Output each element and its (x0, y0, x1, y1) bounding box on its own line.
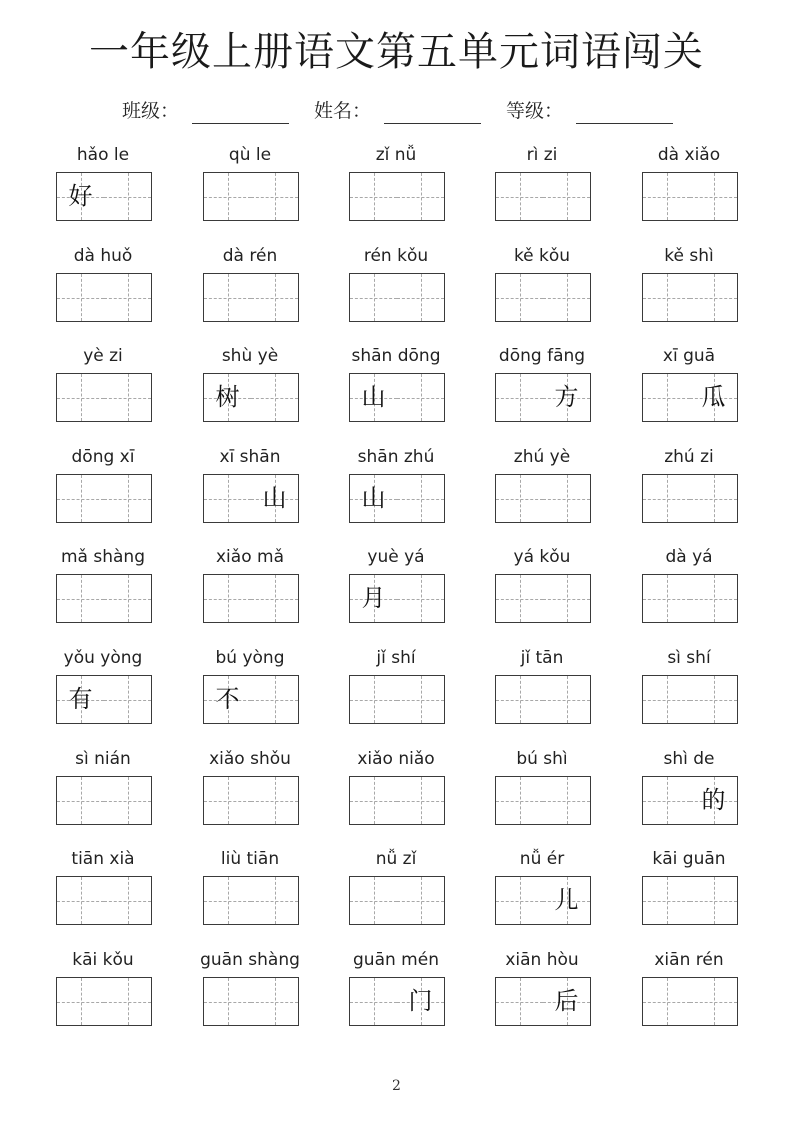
word-cell (53, 244, 153, 332)
writing-box-right[interactable] (543, 776, 591, 825)
writing-box-right[interactable] (397, 373, 445, 422)
writing-box-left[interactable] (495, 977, 544, 1026)
pinyin-label: xiǎo shǒu (209, 749, 291, 769)
hint-character (204, 575, 251, 622)
pinyin-label: qù le (228, 145, 272, 165)
writing-box-right[interactable] (543, 273, 591, 322)
writing-box-right[interactable] (397, 876, 445, 925)
writing-box-left[interactable] (349, 574, 398, 623)
writing-box-right[interactable] (543, 474, 591, 523)
word-cell (200, 545, 300, 633)
writing-box-right[interactable] (251, 776, 299, 825)
writing-box-left[interactable] (56, 474, 105, 523)
hint-character (643, 978, 690, 1025)
word-cell (639, 948, 739, 1036)
writing-box-right[interactable] (251, 373, 299, 422)
writing-box-left[interactable] (642, 977, 691, 1026)
hint-character (251, 173, 298, 220)
word-cell (200, 244, 300, 332)
writing-box-left[interactable] (495, 675, 544, 724)
hint-character (104, 374, 151, 421)
hint-character (350, 173, 397, 220)
writing-box-right[interactable] (543, 675, 591, 724)
writing-box-left[interactable] (642, 373, 691, 422)
hint-character (690, 475, 737, 522)
hint-character: 山 (361, 484, 386, 512)
writing-box-left[interactable] (349, 474, 398, 523)
hint-character (104, 274, 151, 321)
writing-box-right[interactable] (104, 876, 152, 925)
hint-character (397, 877, 444, 924)
writing-box-right[interactable] (690, 675, 738, 724)
word-cell (53, 847, 153, 935)
hint-character (643, 173, 690, 220)
writing-box-left[interactable] (642, 675, 691, 724)
pinyin-label: dà huǒ (73, 246, 133, 266)
word-cell (639, 344, 739, 432)
pinyin-label: jǐ tān (520, 648, 564, 668)
writing-box-left[interactable] (642, 876, 691, 925)
hint-character (57, 374, 104, 421)
writing-box-right[interactable] (104, 574, 152, 623)
hint-character (643, 475, 690, 522)
writing-box-right[interactable] (690, 876, 738, 925)
pinyin-label: dà rén (222, 246, 278, 266)
hint-character (643, 575, 690, 622)
pinyin-label: kāi guān (652, 849, 726, 869)
word-cell (53, 344, 153, 432)
word-cell (200, 445, 300, 533)
pinyin-label: yǒu yòng (63, 648, 143, 668)
writing-box-right[interactable] (397, 273, 445, 322)
hint-character (350, 978, 397, 1025)
hint-character: 门 (408, 987, 433, 1015)
hint-character (496, 475, 543, 522)
hint-character (350, 777, 397, 824)
hint-character (57, 274, 104, 321)
hint-character (643, 877, 690, 924)
hint-character (690, 978, 737, 1025)
writing-box-right[interactable] (690, 474, 738, 523)
pinyin-label: zhú yè (513, 447, 571, 467)
pinyin-label: kě shì (664, 246, 714, 266)
hint-character: 方 (554, 383, 579, 411)
writing-box-right[interactable] (690, 172, 738, 221)
pinyin-label: shān zhú (357, 447, 435, 467)
word-cell (639, 244, 739, 332)
writing-box-right[interactable] (543, 373, 591, 422)
name-label: 姓名： (314, 100, 372, 122)
hint-character (543, 575, 590, 622)
word-cell (53, 545, 153, 633)
hint-character (350, 274, 397, 321)
hint-character (251, 575, 298, 622)
hint-character (251, 676, 298, 723)
hint-character (643, 374, 690, 421)
hint-character: 瓜 (701, 383, 726, 411)
writing-box-right[interactable] (690, 776, 738, 825)
hint-character (397, 475, 444, 522)
pinyin-label: yá kǒu (513, 547, 571, 567)
pinyin-label: dōng fāng (498, 346, 586, 366)
hint-character (397, 173, 444, 220)
writing-box-right[interactable] (104, 474, 152, 523)
word-cell (639, 143, 739, 231)
writing-box-left[interactable] (642, 172, 691, 221)
hint-character (204, 274, 251, 321)
word-cell (200, 747, 300, 835)
writing-box-left[interactable] (203, 474, 252, 523)
word-cell (200, 646, 300, 734)
word-cell (200, 344, 300, 432)
pinyin-label: jǐ shí (376, 648, 416, 668)
word-cell (492, 646, 592, 734)
writing-box-right[interactable] (397, 776, 445, 825)
writing-box-right[interactable] (397, 474, 445, 523)
hint-character (57, 777, 104, 824)
writing-box-left[interactable] (642, 574, 691, 623)
pinyin-label: xī guā (662, 346, 716, 366)
hint-character (397, 777, 444, 824)
hint-character: 好 (68, 182, 93, 210)
writing-box-left[interactable] (495, 273, 544, 322)
hint-character (57, 978, 104, 1025)
hint-character (397, 374, 444, 421)
hint-character (496, 978, 543, 1025)
pinyin-label: xiān rén (654, 950, 724, 970)
word-cell (492, 445, 592, 533)
pinyin-label: bú yòng (215, 648, 285, 668)
pinyin-label: nǚ zǐ (375, 849, 417, 869)
hint-character (104, 173, 151, 220)
writing-box-left[interactable] (642, 273, 691, 322)
word-cell (346, 948, 446, 1036)
class-label: 班级： (122, 100, 180, 122)
word-cell (200, 948, 300, 1036)
writing-box-left[interactable] (203, 574, 252, 623)
hint-character: 山 (361, 383, 386, 411)
pinyin-label: zhú zi (664, 447, 714, 467)
word-cell (346, 244, 446, 332)
writing-box-left[interactable] (203, 675, 252, 724)
pinyin-label: dà yá (665, 547, 713, 567)
writing-box-right[interactable] (690, 574, 738, 623)
writing-box-left[interactable] (203, 373, 252, 422)
word-cell (639, 747, 739, 835)
hint-character (104, 877, 151, 924)
hint-character (690, 676, 737, 723)
writing-box-right[interactable] (397, 977, 445, 1026)
writing-box-left[interactable] (203, 172, 252, 221)
word-cell (492, 244, 592, 332)
hint-character: 树 (215, 383, 240, 411)
hint-character: 月 (361, 584, 386, 612)
pinyin-label: guān shàng (200, 950, 300, 970)
word-cell (346, 143, 446, 231)
hint-character (204, 475, 251, 522)
pinyin-label: mǎ shàng (61, 547, 145, 567)
hint-character (251, 777, 298, 824)
writing-box-left[interactable] (56, 373, 105, 422)
writing-box-right[interactable] (543, 172, 591, 221)
page-number: 2 (392, 1078, 401, 1094)
writing-box-right[interactable] (104, 675, 152, 724)
hint-character (543, 173, 590, 220)
word-cell (200, 143, 300, 231)
writing-box-left[interactable] (642, 474, 691, 523)
writing-box-right[interactable] (251, 574, 299, 623)
hint-character (397, 676, 444, 723)
pinyin-label: rì zi (526, 145, 558, 165)
writing-box-right[interactable] (251, 273, 299, 322)
pinyin-label: hǎo le (76, 145, 130, 165)
word-cell (53, 143, 153, 231)
hint-character (104, 475, 151, 522)
pinyin-label: shù yè (221, 346, 279, 366)
writing-box-left[interactable] (203, 273, 252, 322)
word-cell (346, 646, 446, 734)
writing-box-right[interactable] (251, 876, 299, 925)
writing-box-right[interactable] (104, 273, 152, 322)
writing-box-left[interactable] (495, 172, 544, 221)
word-cell (346, 747, 446, 835)
writing-box-right[interactable] (104, 776, 152, 825)
writing-box-left[interactable] (495, 373, 544, 422)
word-cell (346, 847, 446, 935)
hint-character (496, 274, 543, 321)
writing-box-left[interactable] (56, 574, 105, 623)
writing-box-left[interactable] (349, 273, 398, 322)
hint-character (543, 274, 590, 321)
pinyin-label: xiǎo mǎ (216, 547, 284, 567)
pinyin-label: bú shì (516, 749, 568, 769)
word-cell (492, 847, 592, 935)
writing-box-left[interactable] (349, 172, 398, 221)
hint-character (251, 877, 298, 924)
hint-character (57, 575, 104, 622)
hint-character (204, 777, 251, 824)
writing-box-left[interactable] (56, 675, 105, 724)
word-cell (492, 545, 592, 633)
hint-character (57, 877, 104, 924)
pinyin-label: rén kǒu (363, 246, 429, 266)
writing-box-left[interactable] (56, 273, 105, 322)
writing-box-left[interactable] (349, 876, 398, 925)
word-cell (492, 143, 592, 231)
writing-box-right[interactable] (543, 876, 591, 925)
hint-character (496, 877, 543, 924)
writing-box-right[interactable] (104, 172, 152, 221)
hint-character (204, 877, 251, 924)
hint-character: 有 (68, 685, 93, 713)
hint-character (350, 877, 397, 924)
pinyin-label: zǐ nǚ (375, 145, 417, 165)
hint-character (251, 978, 298, 1025)
writing-box-right[interactable] (104, 977, 152, 1026)
writing-box-left[interactable] (642, 776, 691, 825)
hint-character (643, 676, 690, 723)
hint-character (397, 575, 444, 622)
writing-box-left[interactable] (56, 172, 105, 221)
word-cell (53, 445, 153, 533)
writing-box-left[interactable] (495, 876, 544, 925)
pinyin-label: yuè yá (367, 547, 425, 567)
word-cell (346, 545, 446, 633)
word-cell (492, 344, 592, 432)
hint-character (543, 676, 590, 723)
word-cell (200, 847, 300, 935)
writing-box-right[interactable] (397, 675, 445, 724)
writing-box-left[interactable] (349, 977, 398, 1026)
word-cell (53, 646, 153, 734)
hint-character (496, 575, 543, 622)
word-cell (492, 948, 592, 1036)
hint-character (690, 575, 737, 622)
hint-character (690, 877, 737, 924)
pinyin-label: sì shí (667, 648, 711, 668)
hint-character (251, 274, 298, 321)
hint-character (543, 777, 590, 824)
hint-character (397, 274, 444, 321)
pinyin-label: shān dōng (351, 346, 441, 366)
writing-box-right[interactable] (251, 675, 299, 724)
hint-character (57, 475, 104, 522)
page-title: 一年级上册语文第五单元词语闯关 (89, 29, 704, 75)
hint-character (690, 173, 737, 220)
writing-box-left[interactable] (349, 373, 398, 422)
hint-character: 后 (554, 987, 579, 1015)
grade-label: 等级： (506, 100, 564, 122)
pinyin-label: kāi kǒu (72, 950, 134, 970)
word-cell (492, 747, 592, 835)
writing-box-right[interactable] (690, 977, 738, 1026)
hint-character: 不 (215, 685, 240, 713)
writing-box-right[interactable] (251, 474, 299, 523)
hint-character (496, 173, 543, 220)
writing-box-right[interactable] (251, 172, 299, 221)
writing-box-left[interactable] (495, 776, 544, 825)
pinyin-label: xī shān (219, 447, 281, 467)
writing-box-left[interactable] (349, 675, 398, 724)
hint-character (104, 575, 151, 622)
writing-box-right[interactable] (690, 273, 738, 322)
hint-character: 山 (262, 484, 287, 512)
word-cell (346, 344, 446, 432)
hint-character (643, 274, 690, 321)
pinyin-label: kě kǒu (513, 246, 571, 266)
writing-box-right[interactable] (251, 977, 299, 1026)
hint-character (251, 374, 298, 421)
writing-box-left[interactable] (56, 977, 105, 1026)
hint-character (496, 374, 543, 421)
pinyin-label: dà xiǎo (657, 145, 721, 165)
writing-box-left[interactable] (349, 776, 398, 825)
writing-box-left[interactable] (56, 876, 105, 925)
hint-character (104, 978, 151, 1025)
pinyin-label: guān mén (353, 950, 439, 970)
word-cell (639, 445, 739, 533)
writing-box-left[interactable] (495, 474, 544, 523)
hint-character (543, 475, 590, 522)
hint-character (204, 978, 251, 1025)
word-cell (346, 445, 446, 533)
writing-box-right[interactable] (690, 373, 738, 422)
pinyin-label: tiān xià (71, 849, 135, 869)
writing-box-right[interactable] (543, 977, 591, 1026)
word-cell (53, 747, 153, 835)
pinyin-label: yè zi (83, 346, 123, 366)
writing-box-right[interactable] (104, 373, 152, 422)
writing-box-left[interactable] (203, 876, 252, 925)
pinyin-label: xiān hòu (505, 950, 579, 970)
pinyin-label: nǚ ér (519, 849, 565, 869)
hint-character (104, 777, 151, 824)
hint-character (643, 777, 690, 824)
pinyin-label: sì nián (75, 749, 131, 769)
hint-character (496, 777, 543, 824)
hint-character: 儿 (554, 886, 579, 914)
writing-box-left[interactable] (495, 574, 544, 623)
hint-character (350, 676, 397, 723)
pinyin-label: xiǎo niǎo (357, 749, 435, 769)
word-cell (639, 545, 739, 633)
pinyin-label: liù tiān (220, 849, 280, 869)
hint-character (690, 274, 737, 321)
hint-character: 的 (701, 786, 726, 814)
writing-box-right[interactable] (397, 172, 445, 221)
hint-character (104, 676, 151, 723)
word-cell (639, 646, 739, 734)
hint-character (204, 173, 251, 220)
hint-character (496, 676, 543, 723)
writing-box-right[interactable] (397, 574, 445, 623)
writing-box-left[interactable] (56, 776, 105, 825)
word-cell (53, 948, 153, 1036)
pinyin-label: shì de (663, 749, 715, 769)
pinyin-label: dōng xī (71, 447, 135, 467)
writing-box-right[interactable] (543, 574, 591, 623)
writing-box-left[interactable] (203, 776, 252, 825)
word-cell (639, 847, 739, 935)
writing-box-left[interactable] (203, 977, 252, 1026)
